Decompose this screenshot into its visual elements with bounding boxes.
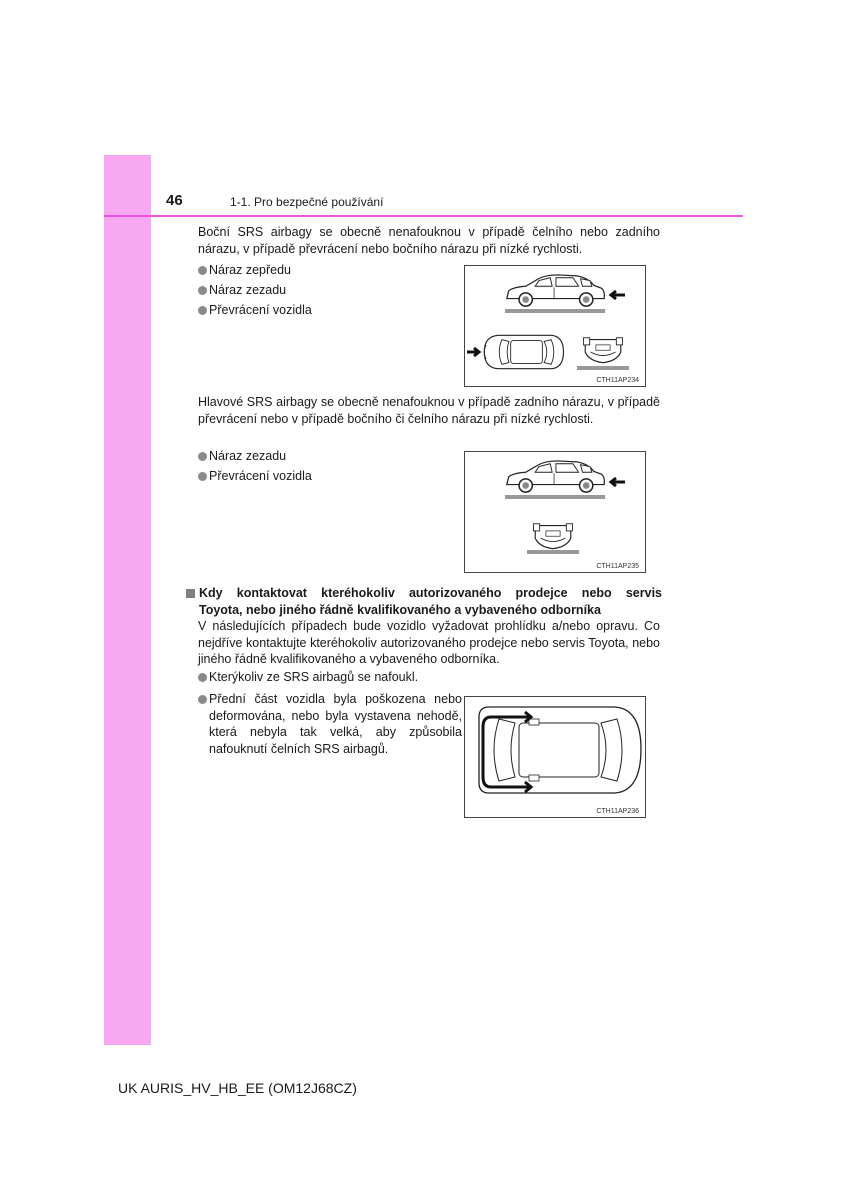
figure-side-airbag-cases <box>464 265 646 387</box>
figure-label: CTH11AP235 <box>596 563 639 570</box>
figure-front-damage <box>464 696 646 818</box>
section-title: 1-1. Pro bezpečné používání <box>230 195 384 209</box>
contact-list-2 <box>198 691 462 757</box>
bullet-icon <box>198 452 207 461</box>
side-airbags-list <box>198 262 312 322</box>
bullet-icon <box>198 695 207 704</box>
bullet-icon <box>198 306 207 315</box>
list-item: Přední část vozidla byla poškozena nebo deformována, nebo byla vystavena nehodě, která nebyla tak velká, aby způsobila nafouknutí čelních SRS airbagů. <box>198 691 462 757</box>
bullet-icon <box>198 286 207 295</box>
figure-label: CTH11AP236 <box>596 808 639 815</box>
chapter-tab-bar <box>104 155 151 1045</box>
figure-label: CTH11AP234 <box>596 377 639 384</box>
list-item: Náraz zepředu <box>198 262 312 279</box>
bullet-icon <box>198 266 207 275</box>
bullet-icon <box>198 673 207 682</box>
bullet-icon <box>198 472 207 481</box>
contact-heading: Kdy kontaktovat kteréhokoliv autorizovaného prodejce nebo servis Toyota, nebo jiného řádně kvalifikovaného a vybaveného odborníka <box>186 585 662 618</box>
contact-list-1 <box>198 669 418 689</box>
curtain-airbags-intro: Hlavové SRS airbagy se obecně nenafouknou v případě zadního nárazu, v případě převrácení nebo v případě bočního či čelního nárazu při nízké rychlosti. <box>198 395 660 426</box>
list-item: Převrácení vozidla <box>198 302 312 319</box>
footer-model-code: UK AURIS_HV_HB_EE (OM12J68CZ) <box>118 1080 357 1096</box>
list-item: Náraz zezadu <box>198 282 312 299</box>
figure-front-damage-illustration <box>465 697 647 819</box>
section-square-icon <box>186 589 195 598</box>
side-airbags-intro: Boční SRS airbagy se obecně nenafouknou v případě čelního nebo zadního nárazu, v případě převrácení nebo bočního nárazu při nízké rychlosti. <box>198 225 660 256</box>
page-number: 46 <box>166 192 183 209</box>
figure-curtain-airbag-illustration <box>465 452 647 574</box>
list-item: Převrácení vozidla <box>198 468 312 485</box>
list-item: Náraz zezadu <box>198 448 312 465</box>
list-item: Kterýkoliv ze SRS airbagů se nafoukl. <box>198 669 418 686</box>
curtain-airbags-list <box>198 448 312 488</box>
figure-side-airbag-illustration <box>465 266 647 388</box>
header-rule <box>104 215 743 217</box>
figure-curtain-airbag-cases <box>464 451 646 573</box>
contact-intro: V následujících případech bude vozidlo vyžadovat prohlídku a/nebo opravu. Co nejdříve kontaktujte kteréhokoliv autorizovaného prodejce nebo servis Toyota, nebo jiného řádně kvalifikovaného a vybaveného odborníka. <box>198 619 660 666</box>
